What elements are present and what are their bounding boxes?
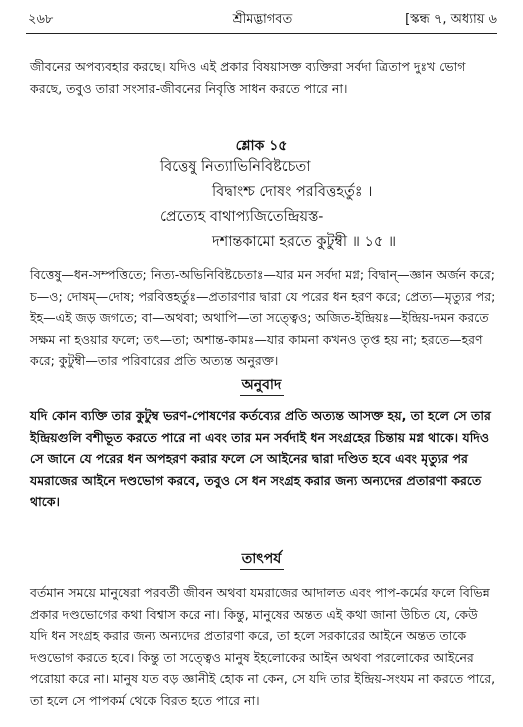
verse-line-2: বিদ্বাংশ্চ দোষং পরবিত্তহর্তুঃ । [212, 184, 373, 200]
verse-title: শ্লোক ১৫ [235, 138, 288, 154]
page-header [28, 10, 497, 30]
intro-paragraph: জীবনের অপব্যবহার করছে। যদিও এই প্রকার বিষয়াসক্ত ব্যক্তিরা সর্বদা ত্রিতাপ দুঃখ ভোগ করছে, তবুও তারা সংসার-জীবনের নিবৃত্তি সাধন করতে পারে না। [30, 59, 466, 96]
page-number: ২৬৮ [28, 12, 54, 27]
book-title: শ্রীমদ্ভাগবত [232, 12, 293, 27]
header-rule [26, 33, 497, 34]
translation-title: অনুবাদ [241, 377, 282, 393]
verse-line-4: দশান্তকামো হরতে কুটুম্বী ॥ ১৫ ॥ [212, 234, 397, 250]
translation-paragraph: যদি কোন ব্যক্তি তার কুটুম্ব ভরণ-পোষণের কর্তব্যের প্রতি অত্যন্ত আসক্ত হয়, তা হলে সে তার ইন্দ্রিয়গুলি বশীভূত করতে পারে না এবং তার মন সর্বদাই ধন সংগ্রহের চিন্তায় মগ্ন থাকে। যদিও সে জানে যে পরের ধন অপহরণ করার ফলে সে আইনের দ্বারা দণ্ডিত হবে এবং মৃত্যুর পর যমরাজের আইনে দণ্ডভোগ করবে, তবুও সে ধন সংগ্রহ করার জন্য অন্যদের প্রতারণা করতে থাকে। [30, 408, 491, 509]
purport-title-underline [240, 569, 284, 570]
synonyms-paragraph: বিত্তেষু—ধন-সম্পত্তিতে; নিত্য-অভিনিবিষ্টচেতাঃ—যার মন সর্বদা মগ্ন; বিদ্বান্—জ্ঞান অর্জন করে; চ—ও; দোষম্—দোষ; পরবিত্তহর্তুঃ—প্রতারণার দ্বারা যে পরের ধন হরণ করে; প্রেত্য—মৃত্যুর পর; ইহ—এই জড় জগতে; বা—অথবা; অথাপি—তা সত্ত্বেও; অজিত-ইন্দ্রিয়ঃ—ইন্দ্রিয়-দমন করতে সক্ষম না হওয়ার ফলে; তৎ—তা; অশান্ত-কামঃ—যার কামনা কখনও তৃপ্ত হয় না; হরতে—হরণ করে; কুটুম্বী—তার পরিবারের প্রতি অত্যন্ত অনুরক্ত। [30, 267, 496, 368]
purport-paragraph: বর্তমান সময়ে মানুষেরা পরবর্তী জীবন অথবা যমরাজের আদালত এবং পাপ-কর্মের ফলে বিভিন্ন প্রকার দণ্ডভোগের কথা বিশ্বাস করে না। কিন্তু, মানুষের অন্তত এই কথা জানা উচিত যে, কেউ যদি ধন সংগ্রহ করার জন্য অন্যদের প্রতারণা করে, তা হলে সরকারের আইনে অন্তত তাকে দণ্ডভোগ করতে হবে। কিন্তু তা সত্ত্বেও মানুষ ইহলোকের আইন অথবা পরলোকের আইনের পরোয়া করে না। মানুষ যত বড় জ্ঞানীই হোক না কেন, সে যদি তার ইন্দ্রিয়-সংযম না করতে পারে, তা হলে সে পাপকর্ম থেকে বিরত হতে পারে না। [30, 585, 496, 708]
chapter-reference: [স্কন্ধ ৭, অধ্যায় ৬ [405, 12, 497, 27]
verse-line-3: প্রেত্যেহ বাথাপ্যজিতেন্দ্রিয়স্ত- [160, 209, 324, 225]
verse-line-1: বিত্তেষু নিত্যাভিনিবিষ্টচেতা [160, 159, 311, 175]
translation-title-underline [240, 395, 284, 396]
purport-title: তাৎপর্য [241, 551, 282, 567]
